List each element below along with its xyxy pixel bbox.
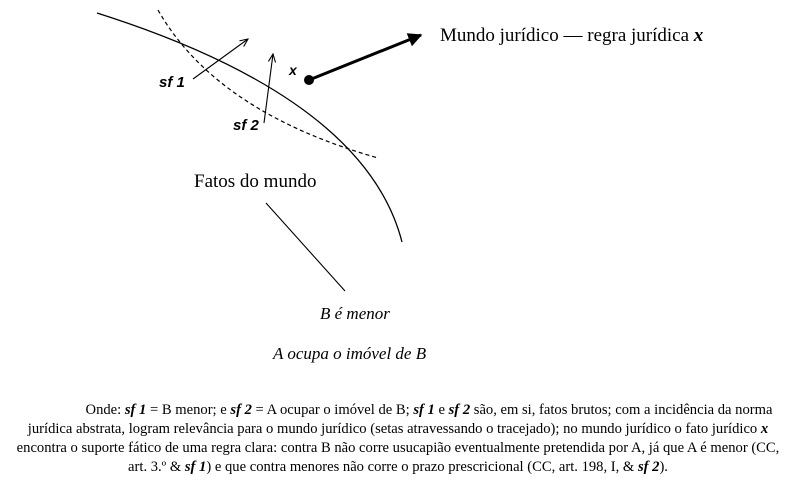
caption-emphasis: sf 1 — [184, 459, 207, 475]
legal-world-title-text: Mundo jurídico — regra jurídica — [440, 25, 694, 46]
sf1-arrow — [193, 39, 248, 79]
caption-segment: ) e que contra menores não corre o prazo prescricional (CC, art. 198, I, & — [206, 459, 638, 475]
diagram-caption — [6, 401, 790, 477]
fact-a-occupies: A ocupa o imóvel de B — [273, 344, 427, 363]
caption-segment: Onde: — [85, 402, 125, 418]
caption-emphasis: sf 2 — [230, 402, 252, 418]
caption-emphasis: sf 2 — [448, 402, 471, 418]
caption-segment: e — [434, 402, 449, 418]
caption-segment: = A ocupar o imóvel de B; — [251, 402, 414, 418]
caption-segment — [761, 421, 768, 437]
caption-segment: = B menor; e — [146, 402, 231, 418]
caption-segment: são, em si, fatos brutos; com a incidência da norma jurídica abstrata, logram relevância para o mundo jurídico (setas atravessando o tracejado); no mundo jurídico o fato jurídico — [27, 402, 773, 437]
sf1-label: sf 1 — [159, 74, 185, 91]
caption-segment — [449, 402, 471, 418]
caption-segment — [185, 459, 207, 475]
caption-segment — [230, 402, 252, 418]
caption-emphasis: sf 1 — [124, 402, 147, 418]
sf2-label: sf 2 — [233, 117, 259, 134]
world-facts-label: Fatos do mundo — [194, 171, 317, 192]
caption-emphasis: sf 1 — [413, 402, 435, 418]
legal-fact-label: x — [289, 62, 297, 78]
legal-world-title — [440, 26, 703, 45]
legal-world-title-var: x — [693, 25, 704, 46]
caption-segment: encontra o suporte fático de uma regra clara: contra B não corre usucapião eventualmente pretendida por A, já que A é menor (CC, art. 3.º & — [16, 440, 780, 475]
caption-segment: ). — [659, 459, 668, 475]
caption-emphasis: sf 2 — [637, 459, 660, 475]
legal-rule-arrow — [309, 35, 421, 80]
caption-text — [17, 402, 780, 475]
legal-world-boundary-dashed — [158, 10, 378, 158]
caption-segment — [638, 459, 660, 475]
caption-emphasis: x — [760, 421, 769, 437]
caption-segment — [125, 402, 147, 418]
world-facts-pointer-line — [266, 203, 345, 291]
fact-b-minor: B é menor — [320, 304, 390, 323]
caption-segment — [413, 402, 435, 418]
